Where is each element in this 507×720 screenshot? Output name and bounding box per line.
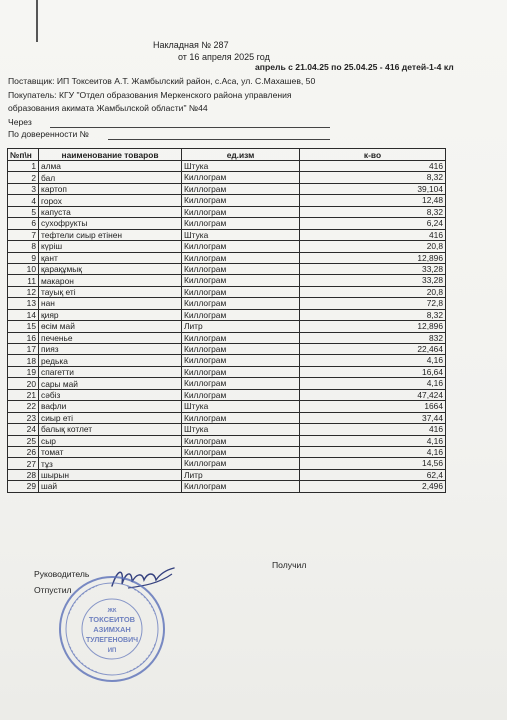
item-quantity: 8,32 bbox=[300, 172, 446, 183]
row-number: 5 bbox=[8, 206, 39, 217]
supplier-line: Поставщик: ИП Токсеитов А.Т. Жамбылский район, с.Аса, ул. С.Махашев, 50 bbox=[8, 76, 316, 86]
item-name: редька bbox=[39, 355, 182, 366]
row-number: 2 bbox=[8, 172, 39, 183]
item-quantity: 416 bbox=[300, 229, 446, 240]
table-row bbox=[8, 355, 446, 366]
table-row bbox=[8, 332, 446, 343]
table-row bbox=[8, 481, 446, 492]
item-unit: Литр bbox=[182, 321, 300, 332]
item-quantity: 4,16 bbox=[300, 435, 446, 446]
row-number: 27 bbox=[8, 458, 39, 469]
item-quantity: 62,4 bbox=[300, 469, 446, 480]
proxy-underline bbox=[108, 139, 330, 140]
item-name: қарақұмық bbox=[39, 263, 182, 274]
item-quantity: 4,16 bbox=[300, 378, 446, 389]
item-name: картоп bbox=[39, 183, 182, 194]
row-number: 8 bbox=[8, 241, 39, 252]
row-number: 23 bbox=[8, 412, 39, 423]
item-unit: Киллограм bbox=[182, 275, 300, 286]
item-unit: Штука bbox=[182, 161, 300, 172]
table-row bbox=[8, 424, 446, 435]
table-row bbox=[8, 298, 446, 309]
delivery-period: апрель с 21.04.25 по 25.04.25 - 416 детей-1-4 кл bbox=[255, 62, 454, 72]
row-number: 15 bbox=[8, 321, 39, 332]
item-quantity: 2,496 bbox=[300, 481, 446, 492]
item-quantity: 12,896 bbox=[300, 252, 446, 263]
via-label: Через bbox=[8, 117, 32, 127]
item-quantity: 39,104 bbox=[300, 183, 446, 194]
item-quantity: 37,44 bbox=[300, 412, 446, 423]
item-name: горох bbox=[39, 195, 182, 206]
item-name: капуста bbox=[39, 206, 182, 217]
table-row bbox=[8, 252, 446, 263]
item-name: вафли bbox=[39, 401, 182, 412]
item-name: пияз bbox=[39, 344, 182, 355]
item-unit: Киллограм bbox=[182, 378, 300, 389]
item-name: сәбіз bbox=[39, 389, 182, 400]
table-row bbox=[8, 435, 446, 446]
item-unit: Киллограм bbox=[182, 252, 300, 263]
item-unit: Киллограм bbox=[182, 286, 300, 297]
item-quantity: 33,28 bbox=[300, 263, 446, 274]
table-row bbox=[8, 389, 446, 400]
item-quantity: 16,64 bbox=[300, 366, 446, 377]
row-number: 24 bbox=[8, 424, 39, 435]
seal-text-3: АЗИМХАН bbox=[93, 625, 131, 634]
column-header-number: №п\н bbox=[8, 149, 39, 161]
item-unit: Киллограм bbox=[182, 195, 300, 206]
manager-label: Руководитель bbox=[34, 569, 90, 579]
row-number: 21 bbox=[8, 389, 39, 400]
table-row bbox=[8, 458, 446, 469]
item-unit: Киллограм bbox=[182, 183, 300, 194]
table-row bbox=[8, 172, 446, 183]
item-unit: Киллограм bbox=[182, 412, 300, 423]
item-quantity: 4,16 bbox=[300, 355, 446, 366]
item-quantity: 72,8 bbox=[300, 298, 446, 309]
item-quantity: 33,28 bbox=[300, 275, 446, 286]
row-number: 3 bbox=[8, 183, 39, 194]
item-quantity: 8,32 bbox=[300, 206, 446, 217]
item-unit: Киллограм bbox=[182, 344, 300, 355]
proxy-label: По доверенности № bbox=[8, 129, 89, 139]
paper-edge-mark bbox=[36, 0, 38, 42]
item-name: алма bbox=[39, 161, 182, 172]
row-number: 29 bbox=[8, 481, 39, 492]
table-row bbox=[8, 378, 446, 389]
received-label: Получил bbox=[272, 560, 307, 570]
item-name: сиыр еті bbox=[39, 412, 182, 423]
item-name: шай bbox=[39, 481, 182, 492]
item-quantity: 12,48 bbox=[300, 195, 446, 206]
item-quantity: 1664 bbox=[300, 401, 446, 412]
item-unit: Киллограм bbox=[182, 366, 300, 377]
item-name: сыр bbox=[39, 435, 182, 446]
item-unit: Киллограм bbox=[182, 206, 300, 217]
item-quantity: 20,8 bbox=[300, 241, 446, 252]
row-number: 14 bbox=[8, 309, 39, 320]
table-row bbox=[8, 309, 446, 320]
row-number: 4 bbox=[8, 195, 39, 206]
item-name: қант bbox=[39, 252, 182, 263]
table-row bbox=[8, 161, 446, 172]
column-header-unit: ед.изм bbox=[182, 149, 300, 161]
item-name: спагетти bbox=[39, 366, 182, 377]
row-number: 20 bbox=[8, 378, 39, 389]
table-row bbox=[8, 412, 446, 423]
item-name: өсім май bbox=[39, 321, 182, 332]
item-unit: Киллограм bbox=[182, 298, 300, 309]
row-number: 13 bbox=[8, 298, 39, 309]
table-row bbox=[8, 321, 446, 332]
item-unit: Киллограм bbox=[182, 481, 300, 492]
row-number: 9 bbox=[8, 252, 39, 263]
item-quantity: 416 bbox=[300, 161, 446, 172]
item-quantity: 22,464 bbox=[300, 344, 446, 355]
item-name: күріш bbox=[39, 241, 182, 252]
item-unit: Киллограм bbox=[182, 263, 300, 274]
invoice-date: от 16 апреля 2025 год bbox=[178, 52, 270, 62]
item-quantity: 20,8 bbox=[300, 286, 446, 297]
row-number: 25 bbox=[8, 435, 39, 446]
official-seal bbox=[57, 574, 167, 684]
via-underline bbox=[50, 127, 330, 128]
row-number: 26 bbox=[8, 446, 39, 457]
table-row bbox=[8, 275, 446, 286]
row-number: 17 bbox=[8, 344, 39, 355]
table-row bbox=[8, 286, 446, 297]
row-number: 16 bbox=[8, 332, 39, 343]
item-unit: Киллограм bbox=[182, 389, 300, 400]
item-quantity: 4,16 bbox=[300, 446, 446, 457]
item-quantity: 6,24 bbox=[300, 218, 446, 229]
item-unit: Киллограм bbox=[182, 446, 300, 457]
released-label: Отпустил bbox=[34, 585, 72, 595]
item-unit: Штука bbox=[182, 424, 300, 435]
item-name: шырын bbox=[39, 469, 182, 480]
seal-text-5: ИП bbox=[107, 648, 117, 654]
table-row bbox=[8, 401, 446, 412]
item-unit: Киллограм bbox=[182, 332, 300, 343]
item-name: қияр bbox=[39, 309, 182, 320]
item-name: томат bbox=[39, 446, 182, 457]
column-header-name: наименование товаров bbox=[39, 149, 182, 161]
invoice-title: Накладная № 287 bbox=[153, 40, 229, 50]
item-name: бал bbox=[39, 172, 182, 183]
row-number: 7 bbox=[8, 229, 39, 240]
item-quantity: 416 bbox=[300, 424, 446, 435]
table-row bbox=[8, 344, 446, 355]
column-header-quantity: к-во bbox=[300, 149, 446, 161]
table-row bbox=[8, 218, 446, 229]
item-name: сары май bbox=[39, 378, 182, 389]
item-name: тауық еті bbox=[39, 286, 182, 297]
item-unit: Киллограм bbox=[182, 435, 300, 446]
row-number: 19 bbox=[8, 366, 39, 377]
buyer-line-2: образования акимата Жамбылской области" №44 bbox=[8, 103, 208, 113]
table-row bbox=[8, 469, 446, 480]
item-unit: Киллограм bbox=[182, 241, 300, 252]
items-table bbox=[7, 148, 446, 493]
item-name: сухофрукты bbox=[39, 218, 182, 229]
table-header-row bbox=[8, 149, 446, 161]
table-row bbox=[8, 206, 446, 217]
item-quantity: 832 bbox=[300, 332, 446, 343]
table-row bbox=[8, 446, 446, 457]
table-row bbox=[8, 183, 446, 194]
row-number: 11 bbox=[8, 275, 39, 286]
item-unit: Киллограм bbox=[182, 172, 300, 183]
item-quantity: 14,56 bbox=[300, 458, 446, 469]
item-quantity: 47,424 bbox=[300, 389, 446, 400]
item-name: тефтели сиыр етінен bbox=[39, 229, 182, 240]
row-number: 18 bbox=[8, 355, 39, 366]
item-unit: Киллограм bbox=[182, 355, 300, 366]
row-number: 1 bbox=[8, 161, 39, 172]
item-name: балық котлет bbox=[39, 424, 182, 435]
seal-text-4: ТУЛЕГЕНОВИЧ bbox=[85, 637, 139, 644]
table-row bbox=[8, 366, 446, 377]
item-unit: Штука bbox=[182, 401, 300, 412]
row-number: 10 bbox=[8, 263, 39, 274]
item-unit: Штука bbox=[182, 229, 300, 240]
table-row bbox=[8, 241, 446, 252]
item-unit: Литр bbox=[182, 469, 300, 480]
item-name: тұз bbox=[39, 458, 182, 469]
table-row bbox=[8, 195, 446, 206]
seal-text-2: ТОКСЕИТОВ bbox=[88, 615, 136, 624]
item-name: печенье bbox=[39, 332, 182, 343]
item-name: нан bbox=[39, 298, 182, 309]
row-number: 12 bbox=[8, 286, 39, 297]
table-row bbox=[8, 263, 446, 274]
item-quantity: 8,32 bbox=[300, 309, 446, 320]
table-row bbox=[8, 229, 446, 240]
item-quantity: 12,896 bbox=[300, 321, 446, 332]
item-unit: Киллограм bbox=[182, 309, 300, 320]
row-number: 28 bbox=[8, 469, 39, 480]
row-number: 6 bbox=[8, 218, 39, 229]
item-unit: Киллограм bbox=[182, 218, 300, 229]
row-number: 22 bbox=[8, 401, 39, 412]
item-name: макарон bbox=[39, 275, 182, 286]
seal-text-1: ЖК bbox=[107, 608, 117, 614]
item-unit: Киллограм bbox=[182, 458, 300, 469]
buyer-line-1: Покупатель: КГУ "Отдел образования Меркенского района управления bbox=[8, 90, 292, 100]
